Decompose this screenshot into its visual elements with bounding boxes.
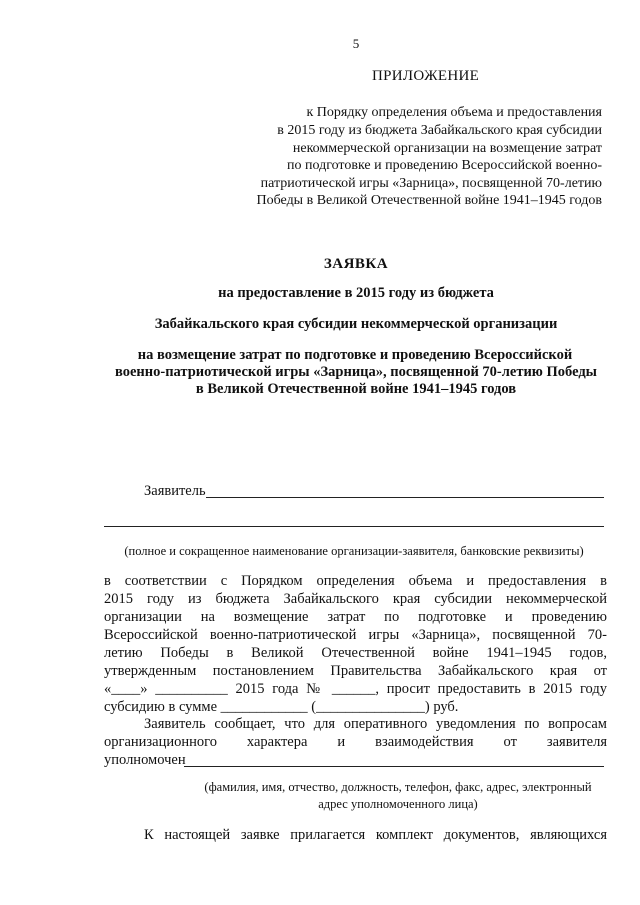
applicant-caption: (полное и сокращенное наименование организации-заявителя, банковские реквизиты) xyxy=(124,544,584,558)
applicant-field-line[interactable] xyxy=(206,497,604,498)
appendix-line: в 2015 году из бюджета Забайкальского края субсидии xyxy=(277,123,602,138)
notice-line: Заявитель сообщает, что для оперативного уведомления по вопросам xyxy=(144,716,607,732)
heading-line: в Великой Отечественной войне 1941–1945 годов xyxy=(195,381,517,397)
body-line: «____» __________ 2015 года № ______, просит предоставить в 2015 году xyxy=(104,681,607,697)
authorized-field-line[interactable] xyxy=(184,766,604,767)
heading-line: военно-патриотической игры «Зарница», посвященной 70-летию Победы xyxy=(115,364,597,380)
page-number: 5 xyxy=(352,36,360,51)
closing-line: К настоящей заявке прилагается комплект документов, являющихся xyxy=(144,827,607,843)
applicant-field-line-2[interactable] xyxy=(104,526,604,527)
body-line: субсидию в сумме ____________ (_______________) руб. xyxy=(104,699,459,715)
notice-line: организационного характера и взаимодействия от заявителя xyxy=(104,734,607,750)
appendix-line: Победы в Великой Отечественной войне 1941–1945 годов xyxy=(256,193,602,208)
document-title: ЗАЯВКА xyxy=(323,256,389,272)
body-line: в соответствии с Порядком определения объема и предоставления в xyxy=(104,573,607,589)
heading-line: Забайкальского края субсидии некоммерческой организации xyxy=(154,316,558,332)
appendix-line: по подготовке и проведению Всероссийской военно- xyxy=(287,158,602,173)
appendix-line: патриотической игры «Зарница», посвященной 70-летию xyxy=(260,176,602,191)
heading-line: на возмещение затрат по подготовке и проведению Всероссийской xyxy=(137,347,573,363)
body-line: Всероссийской военно-патриотической игры «Зарница», посвященной 70- xyxy=(104,627,607,643)
authorized-caption: адрес уполномоченного лица) xyxy=(318,797,478,811)
appendix-line: некоммерческой организации на возмещение затрат xyxy=(292,141,602,156)
heading-line: на предоставление в 2015 году из бюджета xyxy=(218,285,494,301)
appendix-line: к Порядку определения объема и предоставления xyxy=(306,105,602,120)
authorized-caption: (фамилия, имя, отчество, должность, телефон, факс, адрес, электронный xyxy=(204,780,592,794)
applicant-label: Заявитель xyxy=(144,483,206,499)
body-line: 2015 году из бюджета Забайкальского края субсидии некоммерческой xyxy=(104,591,607,607)
body-line: организации на возмещение затрат по подготовке и проведению xyxy=(104,609,607,625)
body-line: летию Победы в Великой Отечественной войне 1941–1945 годов, xyxy=(104,645,607,661)
authorized-label: уполномочен xyxy=(104,752,186,768)
appendix-title: ПРИЛОЖЕНИЕ xyxy=(372,68,480,84)
body-line: утвержденным постановлением Правительства Забайкальского края от xyxy=(104,663,607,679)
